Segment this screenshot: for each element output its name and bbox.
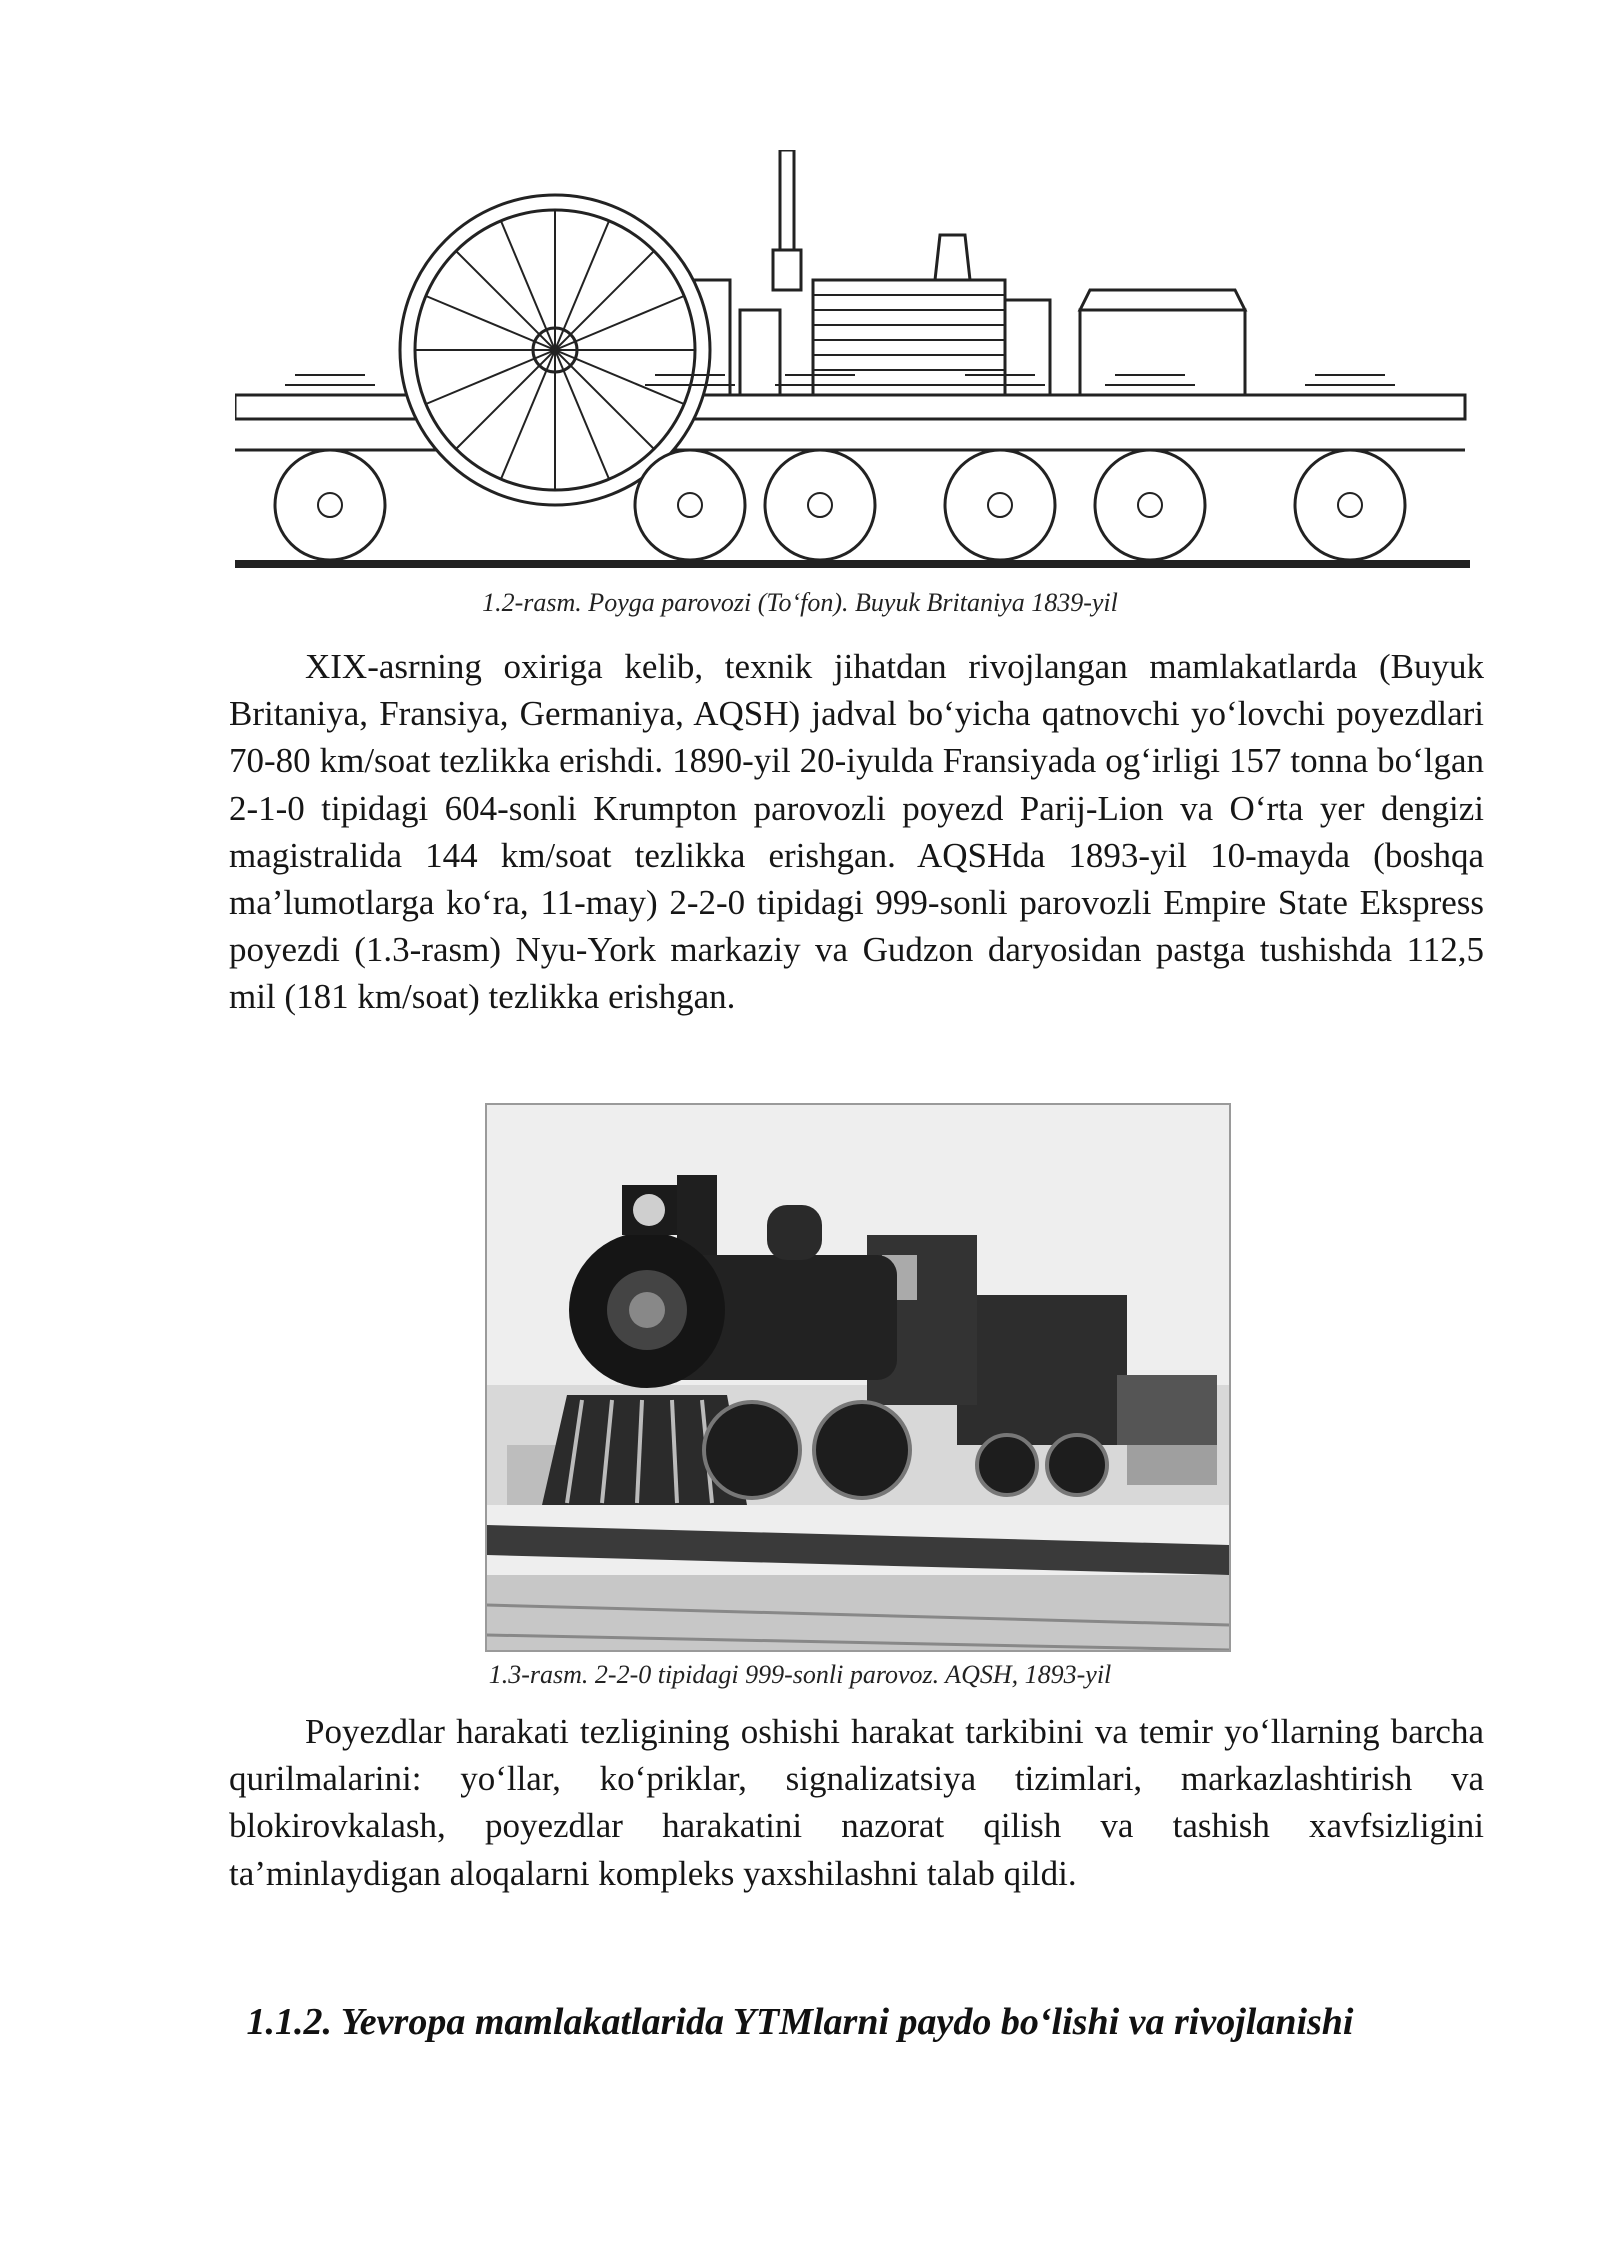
- section-heading: 1.1.2. Yevropa mamlakatlarida YTMlarni paydo bo‘lishi va rivojlanishi: [246, 2001, 1354, 2043]
- figure-caption: 1.2-rasm. Poyga parovozi (To‘fon). Buyuk Britaniya 1839-yil: [482, 588, 1118, 617]
- locomotive-photo-figure: [485, 1103, 1231, 1652]
- locomotive-photo: [487, 1105, 1229, 1650]
- body-paragraph: XIX-asrning oxiriga kelib, texnik jihatdan rivojlangan mamlakatlarda (Buyuk Britaniya, Fransiya, Germaniya, AQSH) jadval bo‘yicha qatnovchi yo‘lovchi poyezdlari 70-80 km/soat tezlikka erishdi. 1890-yil 20-iyulda Fransiyada og‘irligi 157 tonna bo‘lgan 2-1-0 tipidagi 604-sonli Krumpton parovozli poyezd Parij-Lion va O‘rta yer dengizi magistralida 144 km/soat tezlikka erishgan. AQSHda 1893-yil 10-mayda (boshqa ma’lumotlarga ko‘ra, 11-may) 2-2-0 tipidagi 999-sonli parovozli Empire State Ekspress poyezdi (1.3-rasm) Nyu-York markaziy va Gudzon daryosidan pastga tushishda 112,5 mil (181 km/soat) tezlikka erishgan.: [229, 647, 1484, 1017]
- figure-caption: 1.3-rasm. 2-2-0 tipidagi 999-sonli parovoz. AQSH, 1893-yil: [488, 1660, 1112, 1689]
- body-paragraph: Poyezdlar harakati tezligining oshishi harakat tarkibini va temir yo‘llarning barcha qurilmalarini: yo‘llar, ko‘priklar, signalizatsiya tizimlari, markazlashtirish va blokirovkalash, poyezdlar harakatini nazorat qilish va tashish xavfsizligini ta’minlaydigan aloqalarni kompleks yaxshilashni talab qildi.: [229, 1712, 1484, 1893]
- locomotive-line-drawing: [235, 150, 1470, 570]
- locomotive-drawing-figure: [235, 150, 1470, 570]
